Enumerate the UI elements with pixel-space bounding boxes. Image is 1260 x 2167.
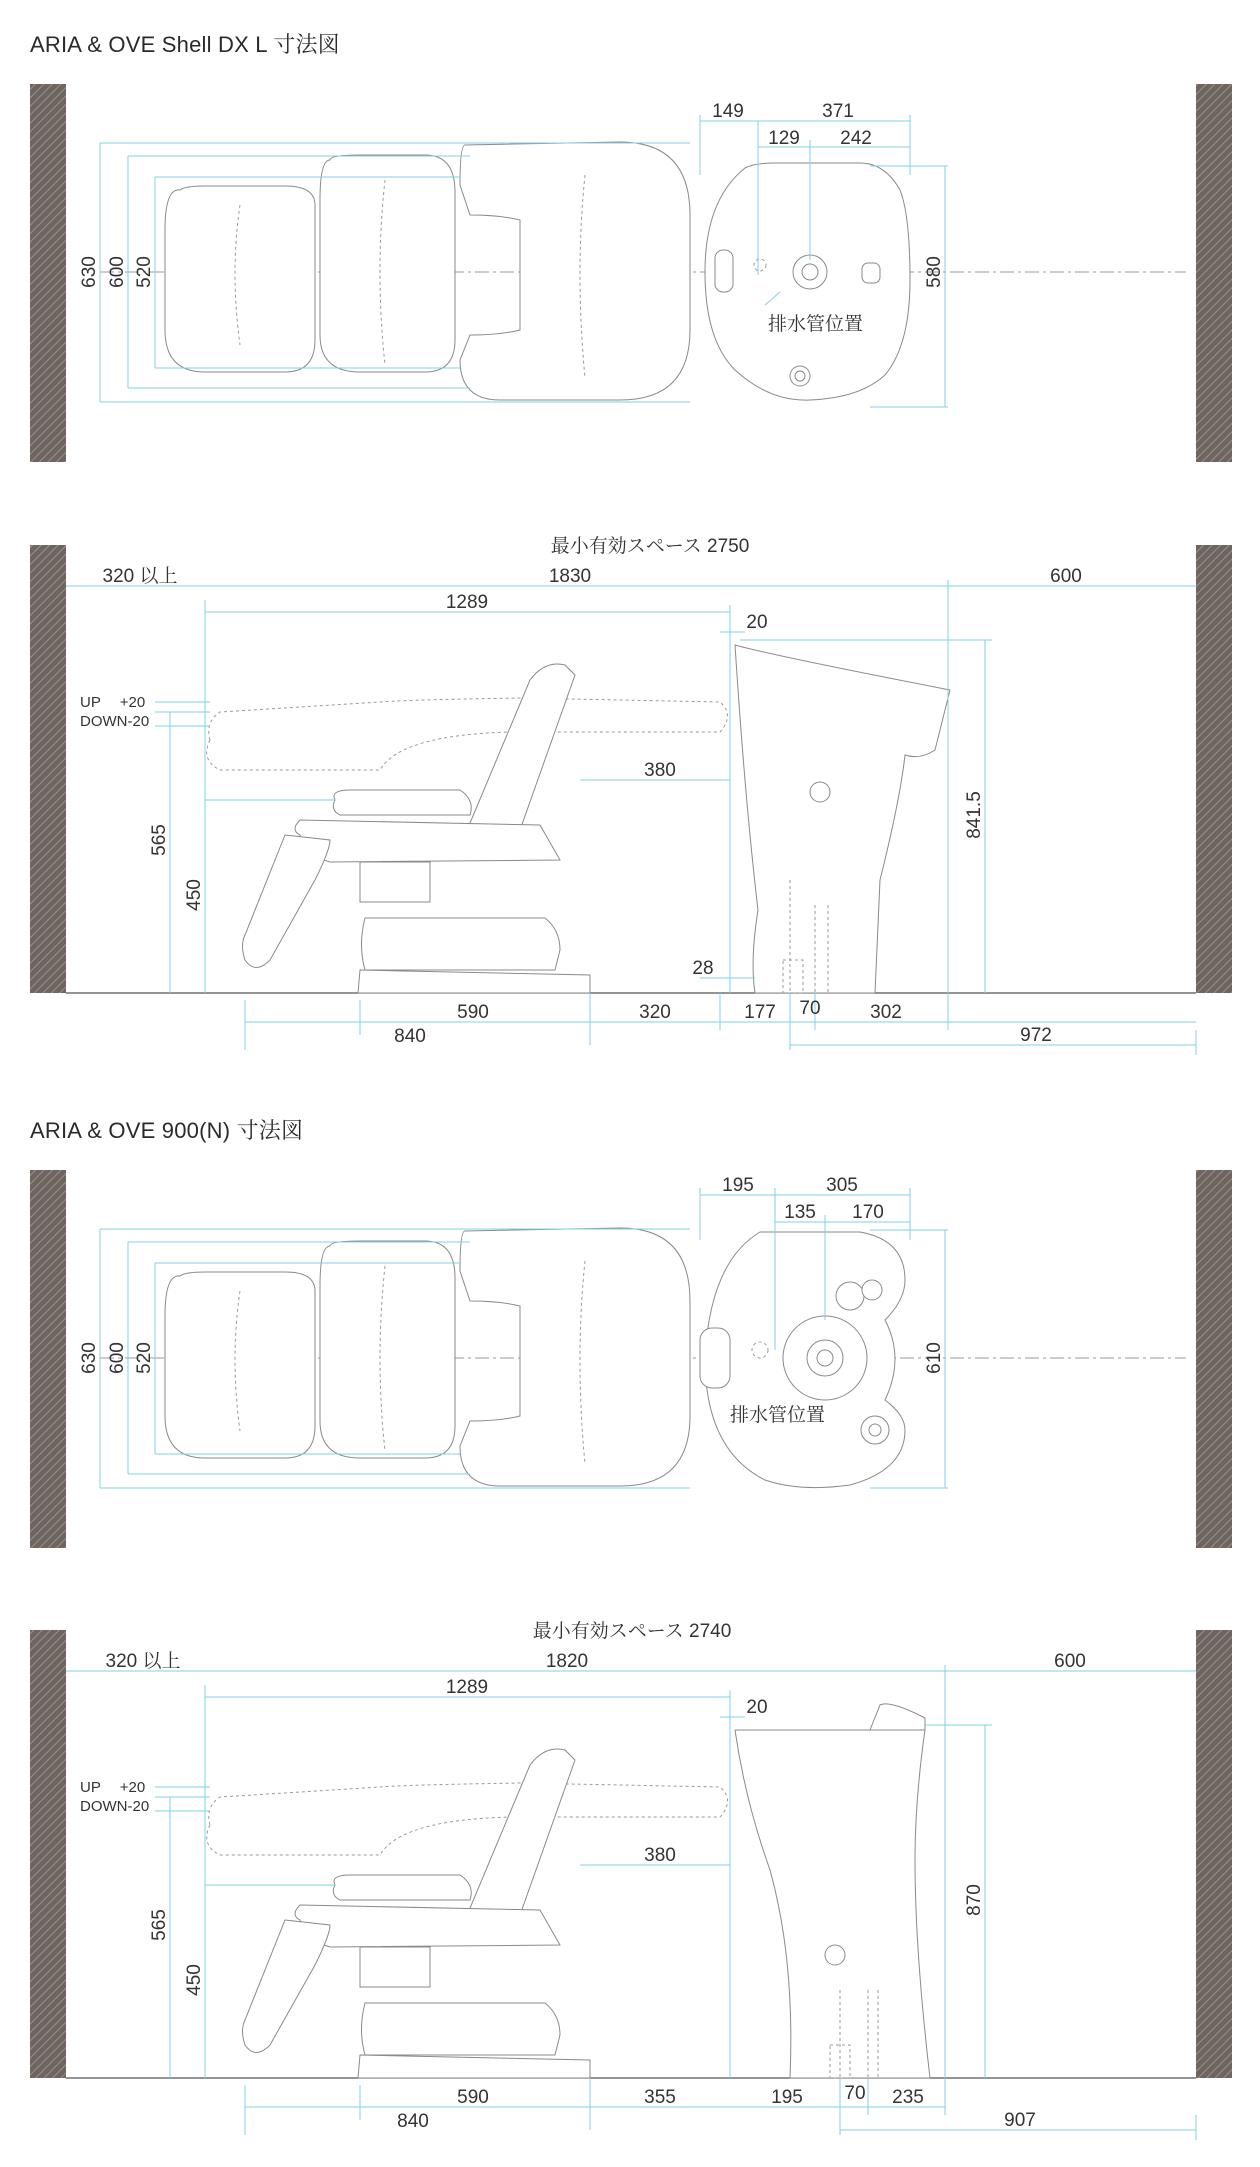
chair-side bbox=[243, 664, 591, 993]
dim-70: 70 bbox=[799, 998, 821, 1019]
side-dimensions-2 bbox=[66, 1665, 1196, 2140]
bowl-plan bbox=[700, 1232, 905, 1488]
total-space-2: 最小有効スペース 2740 bbox=[532, 1621, 732, 1642]
dim-overall: 1830 bbox=[548, 566, 592, 587]
dim-overall: 1820 bbox=[545, 1651, 589, 1672]
dim-170: 170 bbox=[852, 1202, 884, 1223]
dim-bowl-base: 28 bbox=[692, 958, 714, 979]
chair-plan bbox=[165, 1228, 690, 1486]
bowl-side bbox=[735, 1704, 930, 2078]
plan-view-1 bbox=[30, 84, 1232, 462]
dim-right-clearance: 600 bbox=[1050, 566, 1082, 587]
dim-129: 129 bbox=[768, 128, 800, 149]
drain-label-2: 排水管位置 bbox=[730, 1405, 826, 1426]
dim-chair-length: 1289 bbox=[445, 1677, 489, 1698]
wall-left bbox=[30, 1170, 66, 1548]
wall-right bbox=[1196, 84, 1232, 462]
wall-right bbox=[1196, 545, 1232, 993]
plan-view-2 bbox=[30, 1170, 1232, 1548]
dim-907: 907 bbox=[1004, 2110, 1036, 2131]
dim-down: DOWN-20 bbox=[80, 713, 150, 730]
dim-right-clearance: 600 bbox=[1054, 1651, 1086, 1672]
dim-chair-length: 1289 bbox=[445, 592, 489, 613]
dim-305: 305 bbox=[826, 1175, 858, 1196]
dim-seat-height: 565 bbox=[149, 1909, 170, 1941]
chair-side bbox=[243, 1749, 591, 2078]
dim-base-height: 450 bbox=[184, 879, 205, 911]
dim-355: 355 bbox=[644, 2087, 676, 2108]
bowl-plan bbox=[705, 163, 910, 400]
dim-gap: 20 bbox=[746, 1697, 768, 1718]
side-view-1 bbox=[30, 535, 1232, 1055]
wall-left bbox=[30, 84, 66, 462]
dim-600: 600 bbox=[107, 1342, 128, 1374]
wall-left bbox=[30, 1630, 66, 2078]
dim-bowl-height: 870 bbox=[964, 1884, 985, 1916]
dim-seat-height: 565 bbox=[149, 824, 170, 856]
dim-195: 195 bbox=[722, 1175, 754, 1196]
diagram-2-title: ARIA & OVE 900(N) 寸法図 bbox=[30, 1118, 304, 1143]
dim-down: DOWN-20 bbox=[80, 1798, 150, 1815]
dim-up: UP +20 bbox=[80, 694, 146, 711]
dim-149: 149 bbox=[712, 101, 744, 122]
dim-backrest-offset: 380 bbox=[644, 760, 676, 781]
dim-base-height: 450 bbox=[184, 1964, 205, 1996]
dim-590: 590 bbox=[457, 1002, 489, 1023]
wall-right bbox=[1196, 1630, 1232, 2078]
dim-630: 630 bbox=[79, 256, 100, 288]
dim-bowl-height: 841.5 bbox=[964, 791, 985, 839]
dim-302: 302 bbox=[870, 1002, 902, 1023]
dim-600: 600 bbox=[107, 256, 128, 288]
dim-backrest-offset: 380 bbox=[644, 1845, 676, 1866]
chair-plan bbox=[165, 142, 690, 400]
dim-70: 70 bbox=[844, 2083, 866, 2104]
dim-972: 972 bbox=[1020, 1025, 1052, 1046]
dim-840: 840 bbox=[397, 2111, 429, 2132]
faucet-slot bbox=[715, 250, 733, 292]
dim-371: 371 bbox=[822, 101, 854, 122]
dim-520: 520 bbox=[134, 256, 155, 288]
dim-580: 580 bbox=[924, 256, 945, 288]
side-dimensions-1 bbox=[66, 580, 1196, 1055]
bowl-side bbox=[735, 645, 950, 993]
diagram-1-title: ARIA & OVE Shell DX L 寸法図 bbox=[30, 32, 340, 57]
dim-235: 235 bbox=[892, 2087, 924, 2108]
dim-up: UP +20 bbox=[80, 1779, 146, 1796]
dim-left-clearance: 320 以上 bbox=[102, 566, 178, 587]
dim-177: 177 bbox=[744, 1002, 776, 1023]
dim-610: 610 bbox=[924, 1342, 945, 1374]
dim-840: 840 bbox=[394, 1026, 426, 1047]
dim-242: 242 bbox=[840, 128, 872, 149]
faucet-slot bbox=[700, 1328, 730, 1388]
dim-520: 520 bbox=[134, 1342, 155, 1374]
total-space-1: 最小有効スペース 2750 bbox=[550, 536, 750, 557]
dim-630: 630 bbox=[79, 1342, 100, 1374]
drain-label-1: 排水管位置 bbox=[768, 314, 864, 335]
dim-gap: 20 bbox=[746, 612, 768, 633]
dim-590: 590 bbox=[457, 2087, 489, 2108]
dim-135: 135 bbox=[784, 1202, 816, 1223]
dim-left-clearance: 320 以上 bbox=[105, 1651, 181, 1672]
side-view-2 bbox=[30, 1620, 1232, 2140]
dim-320: 320 bbox=[639, 1002, 671, 1023]
wall-left bbox=[30, 545, 66, 993]
wall-right bbox=[1196, 1170, 1232, 1548]
dim-195: 195 bbox=[771, 2087, 803, 2108]
